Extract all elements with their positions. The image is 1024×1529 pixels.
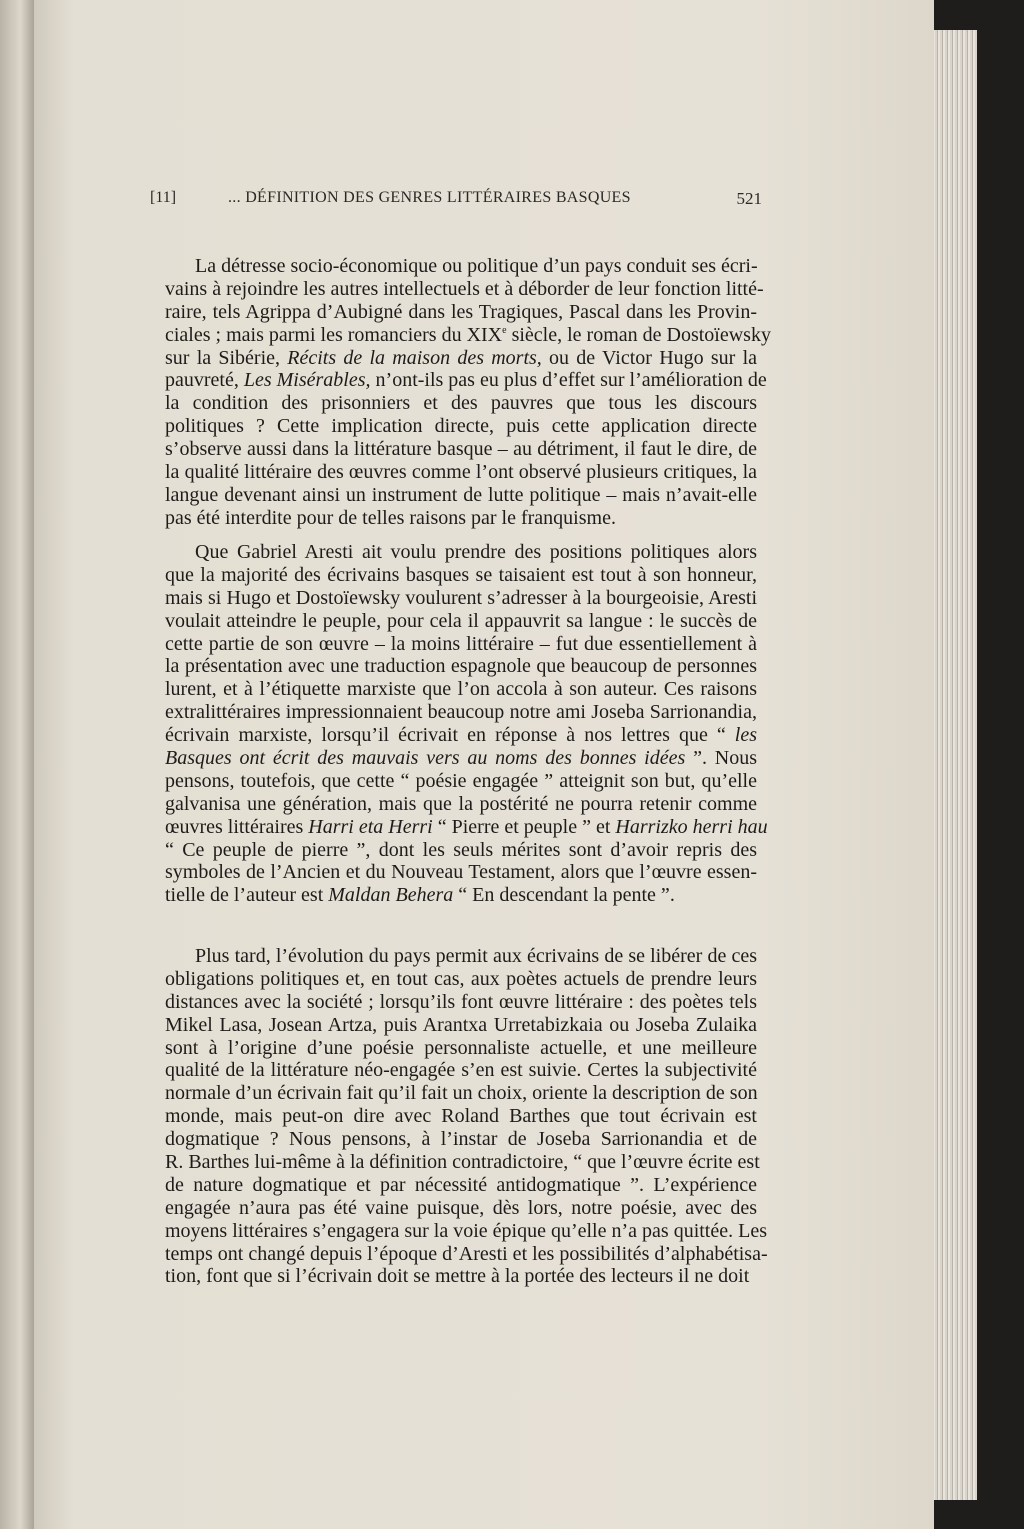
italic-text: Harri eta Herri — [308, 815, 433, 838]
text-segment: la présentation avec une traduction espagnole que beaucoup de personnes — [165, 655, 757, 678]
text-line — [165, 1105, 757, 1128]
text-segment: moyens littéraires s’engagera sur la voie épique qu’elle n’a pas quittée. Les — [165, 1219, 767, 1242]
text-line — [165, 347, 757, 370]
text-segment: cette partie de son œuvre – la moins littéraire – fut due essentiellement à — [165, 632, 757, 655]
text-line — [165, 610, 757, 633]
text-line — [165, 484, 757, 507]
text-segment: “ Ce peuple de pierre ”, dont les seuls mérites sont d’avoir repris des — [165, 838, 757, 861]
text-segment: “ En descendant la pente ”. — [453, 884, 675, 907]
text-segment: écrivain marxiste, lorsqu’il écrivait en réponse à nos lettres que “ — [165, 724, 735, 747]
text-segment: sur la Sibérie, — [165, 346, 288, 369]
text-line — [165, 277, 764, 301]
text-line — [165, 587, 757, 610]
text-segment: “ Pierre et peuple ” et — [432, 815, 616, 838]
text-segment: s’observe aussi dans la littérature basque – au détriment, il faut le dire, de — [165, 438, 757, 461]
text-segment: langue devenant ainsi un instrument de lutte politique – mais n’avait-elle — [165, 483, 757, 506]
text-line — [165, 1265, 757, 1288]
text-segment: raire, tels Agrippa d’Aubigné dans les Tragiques, Pascal dans les Provin- — [165, 300, 757, 323]
text-line — [165, 415, 757, 438]
text-line — [165, 1014, 757, 1037]
text-line — [165, 438, 757, 461]
text-line — [165, 507, 757, 530]
text-segment: Plus tard, l’évolution du pays permit aux écrivains de se libérer de ces — [195, 945, 757, 967]
text-segment: R. Barthes lui-même à la définition contradictoire, “ que l’œuvre écrite est — [165, 1151, 760, 1174]
text-segment: tielle de l’auteur est — [165, 884, 329, 907]
text-line — [165, 839, 757, 862]
text-segment: siècle, le roman de Dostoïewsky — [506, 323, 771, 346]
text-segment: galvanisa une génération, mais que la postérité ne pourra retenir comme — [165, 792, 757, 815]
text-segment: dogmatique ? Nous pensons, à l’instar de Joseba Sarrionandia et de — [165, 1128, 757, 1151]
text-line — [165, 255, 757, 278]
text-line — [165, 301, 757, 324]
text-line — [165, 793, 757, 816]
superscript-text: e — [502, 324, 507, 336]
text-segment: engagée n’aura pas été vaine puisque, dès lors, notre poésie, avec des — [165, 1196, 757, 1219]
italic-text: Harrizko herri hau — [615, 815, 768, 838]
paragraph-3 — [165, 945, 768, 1288]
text-line — [165, 1174, 757, 1197]
italic-text: Les Misérables, — [243, 369, 371, 392]
text-line — [165, 861, 757, 884]
text-line — [165, 678, 757, 701]
text-segment: obligations politiques et, en tout cas, aux poètes actuels de prendre leurs — [165, 967, 757, 990]
italic-text: Basques ont écrit des mauvais vers au noms des bonnes idées — [165, 747, 686, 770]
text-line — [165, 701, 757, 724]
text-line — [165, 815, 768, 839]
text-line — [165, 655, 757, 678]
facing-page-edge — [0, 0, 34, 1529]
text-segment: symboles de l’Ancien et du Nouveau Testament, alors que l’œuvre essen- — [165, 861, 757, 884]
paragraph-1 — [165, 255, 771, 530]
text-line — [165, 1242, 768, 1266]
text-segment: distances avec la société ; lorsqu’ils font œuvre littéraire : des poètes tels — [165, 990, 757, 1013]
section-number: [11] — [150, 189, 177, 206]
text-segment: La détresse socio-économique ou politique d’un pays conduit ses écri- — [195, 255, 758, 277]
text-line — [165, 461, 757, 484]
text-line — [165, 770, 757, 793]
text-line — [165, 369, 767, 392]
text-segment: extralittéraires impressionnaient beaucoup notre ami Joseba Sarrionandia, — [165, 701, 757, 724]
running-title: ... DÉFINITION DES GENRES LITTÉRAIRES BASQUES — [228, 189, 631, 206]
italic-text: les — [734, 724, 757, 747]
text-segment: qualité de la littérature néo-engagée s’en est suivie. Certes la subjectivité — [165, 1059, 757, 1082]
paragraph-2 — [165, 541, 768, 907]
italic-text: Récits de la maison des morts, — [287, 346, 542, 369]
text-line — [165, 1151, 760, 1174]
text-line — [165, 564, 757, 587]
text-segment: que la majorité des écrivains basques se taisaient est tout à son honneur, — [165, 563, 757, 586]
text-line — [165, 1037, 757, 1060]
text-segment: lurent, et à l’étiquette marxiste que l’on accola à son auteur. Ces raisons — [165, 678, 757, 701]
text-segment: Mikel Lasa, Josean Artza, puis Arantxa Urretabizkaia ou Joseba Zulaika — [165, 1013, 757, 1036]
text-line — [165, 945, 757, 968]
text-segment: temps ont changé depuis l’époque d’Aresti et les possibilités d’alphabétisa- — [165, 1242, 768, 1265]
text-segment: tion, font que si l’écrivain doit se mettre à la portée des lecteurs il ne doit — [165, 1265, 750, 1288]
text-segment: la condition des prisonniers et des pauvres que tous les discours — [165, 392, 757, 415]
text-segment: Que Gabriel Aresti ait voulu prendre des positions politiques alors — [195, 541, 757, 563]
text-segment: pauvreté, — [165, 369, 244, 392]
text-line — [165, 323, 771, 347]
text-line — [165, 1059, 757, 1082]
text-line — [165, 541, 757, 564]
text-segment: politiques ? Cette implication directe, puis cette application directe — [165, 415, 757, 438]
text-segment: de nature dogmatique et par nécessité antidogmatique ”. L’expérience — [165, 1173, 757, 1196]
text-line — [165, 968, 757, 991]
italic-text: Maldan Behera — [328, 884, 454, 907]
text-segment: ou de Victor Hugo sur la — [541, 346, 758, 369]
text-line — [165, 991, 757, 1014]
text-segment: ciales ; mais parmi les romanciers du XIX — [165, 323, 503, 346]
text-segment: normale d’un écrivain fait qu’il fait un choix, oriente la description de son — [165, 1082, 758, 1105]
text-segment: monde, mais peut-on dire avec Roland Barthes que tout écrivain est — [165, 1105, 757, 1128]
text-segment: pensons, toutefois, que cette “ poésie engagée ” atteignit son but, qu’elle — [165, 769, 757, 792]
text-segment: la qualité littéraire des œuvres comme l’ont observé plusieurs critiques, la — [165, 461, 757, 484]
text-line — [165, 633, 757, 656]
text-segment: mais si Hugo et Dostoïewsky voulurent s’adresser à la bourgeoisie, Aresti — [165, 586, 757, 609]
text-segment: vains à rejoindre les autres intellectuels et à déborder de leur fonction litté- — [165, 277, 764, 300]
text-line — [165, 392, 757, 415]
text-segment: sont à l’origine d’une poésie personnaliste actuelle, et une meilleure — [165, 1036, 757, 1059]
text-line — [165, 1082, 757, 1105]
text-line — [165, 1219, 767, 1243]
text-segment: voulait atteindre le peuple, pour cela il appauvrit sa langue : le succès de — [165, 609, 757, 632]
text-segment: ”. Nous — [685, 747, 757, 770]
text-line — [165, 747, 757, 770]
text-line — [165, 884, 757, 907]
text-segment: pas été interdite pour de telles raisons par le franquisme. — [165, 506, 616, 529]
running-header — [150, 189, 762, 213]
text-segment: n’ont-ils pas eu plus d’effet sur l’amélioration de — [370, 369, 767, 392]
text-line — [165, 1128, 757, 1151]
page-number: 521 — [736, 189, 762, 208]
text-segment: œuvres littéraires — [165, 815, 309, 838]
text-line — [165, 724, 757, 747]
text-line — [165, 1197, 757, 1220]
